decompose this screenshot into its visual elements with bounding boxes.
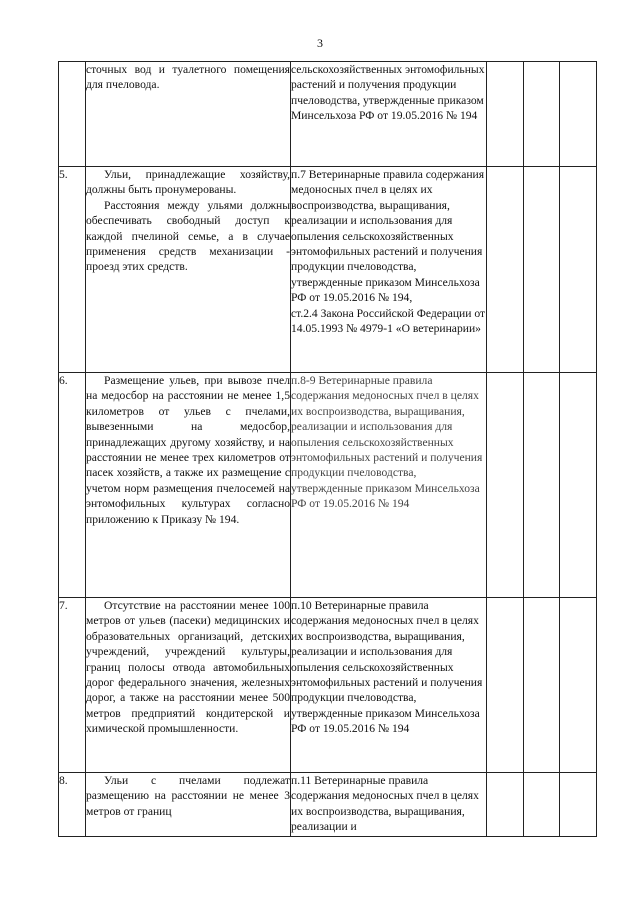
row-number: 8. [59, 773, 86, 837]
reference-cell: п.8-9 Ветеринарные правила содержания медоносных пчел в целях их воспроизводства, выращивания, реализации и использования для опыления сельскохозяйственных энтомофильных растений и получения продукции пчеловодства, утвержденные приказом Минсельхоза РФ от 19.05.2016 № 194 [291, 373, 487, 598]
answer-no-cell [524, 62, 560, 167]
reference-cell: п.10 Ветеринарные правила содержания медоносных пчел в целях их воспроизводства, выращивания, реализации и использования для опыления сельскохозяйственных энтомофильных растений и получения продукции пчеловодства, утвержденные приказом Минсельхоза РФ от 19.05.2016 № 194 [291, 598, 487, 773]
table-row [59, 167, 597, 373]
requirement-text: Ульи с пчелами подлежат размещению на расстоянии не менее 3 метров от границ [86, 774, 290, 818]
requirement-cell [86, 598, 291, 773]
answer-yes-cell [487, 598, 524, 773]
requirements-table [58, 61, 597, 837]
reference-cell: сельскохозяйственных энтомофильных растений и получения продукции пчеловодства, утвержденные приказом Минсельхоза РФ от 19.05.2016 № 194 [291, 62, 487, 167]
table-row [59, 373, 597, 598]
requirement-text: Ульи, принадлежащие хозяйству, должны быть пронумерованы. [86, 168, 290, 197]
reference-text: п.7 Ветеринарные правила содержания медоносных пчел в целях их воспроизводства, выращивания, реализации и использования для опыления сельскохозяйственных энтомофильных растений и получения продукции пчеловодства, утвержденные приказом Минсельхоза РФ от 19.05.2016 № 194, ст.2.4 Закона Российской Федерации от 14.05.1993 № 4979-1 «О ветеринарии» [291, 168, 486, 336]
page-number: 3 [317, 36, 323, 50]
reference-cell [291, 167, 487, 373]
row-number: 6. [59, 373, 86, 598]
requirement-cell [86, 773, 291, 837]
table-row [59, 598, 597, 773]
answer-na-cell [560, 773, 597, 837]
requirement-text: сточных вод и туалетного помещения для пчеловода. [86, 63, 290, 92]
row-number [59, 62, 86, 167]
requirement-cell [86, 62, 291, 167]
answer-yes-cell [487, 773, 524, 837]
row-number: 7. [59, 598, 86, 773]
requirement-text: Размещение ульев, при вывозе пчел на медосбор на расстоянии не менее 1,5 километров от ульев с пчелами, вывезенными на медосбор, принадлежащих другому хозяйству, и на расстоянии не менее трех километров от пасек хозяйств, а также их размещение с учетом норм размещения пчелосемей на энтомофильных культурах согласно приложению к Приказу № 194. [86, 374, 290, 526]
table-row [59, 62, 597, 167]
answer-yes-cell [487, 167, 524, 373]
answer-na-cell [560, 62, 597, 167]
reference-cell: п.11 Ветеринарные правила содержания медоносных пчел в целях их воспроизводства, выращивания, реализации и [291, 773, 487, 837]
answer-no-cell [524, 598, 560, 773]
requirement-text: Расстояния между ульями должны обеспечивать свободный доступ к каждой пчелиной семье, а в случае применения средств механизации - проезд этих средств. [86, 198, 290, 274]
answer-na-cell [560, 598, 597, 773]
answer-na-cell [560, 167, 597, 373]
row-number: 5. [59, 167, 86, 373]
requirement-cell [86, 373, 291, 598]
table-row [59, 773, 597, 837]
answer-no-cell [524, 773, 560, 837]
requirement-cell [86, 167, 291, 373]
answer-na-cell [560, 373, 597, 598]
answer-no-cell [524, 167, 560, 373]
answer-yes-cell [487, 62, 524, 167]
requirement-text: Отсутствие на расстоянии менее 100 метров от ульев (пасеки) медицинских и образовательных организаций, детских учреждений, учреждений культуры, границ полосы отвода автомобильных дорог федерального значения, железных дорог, а также на расстоянии менее 500 метров предприятий кондитерской и химической промышленности. [86, 599, 290, 736]
answer-yes-cell [487, 373, 524, 598]
answer-no-cell [524, 373, 560, 598]
